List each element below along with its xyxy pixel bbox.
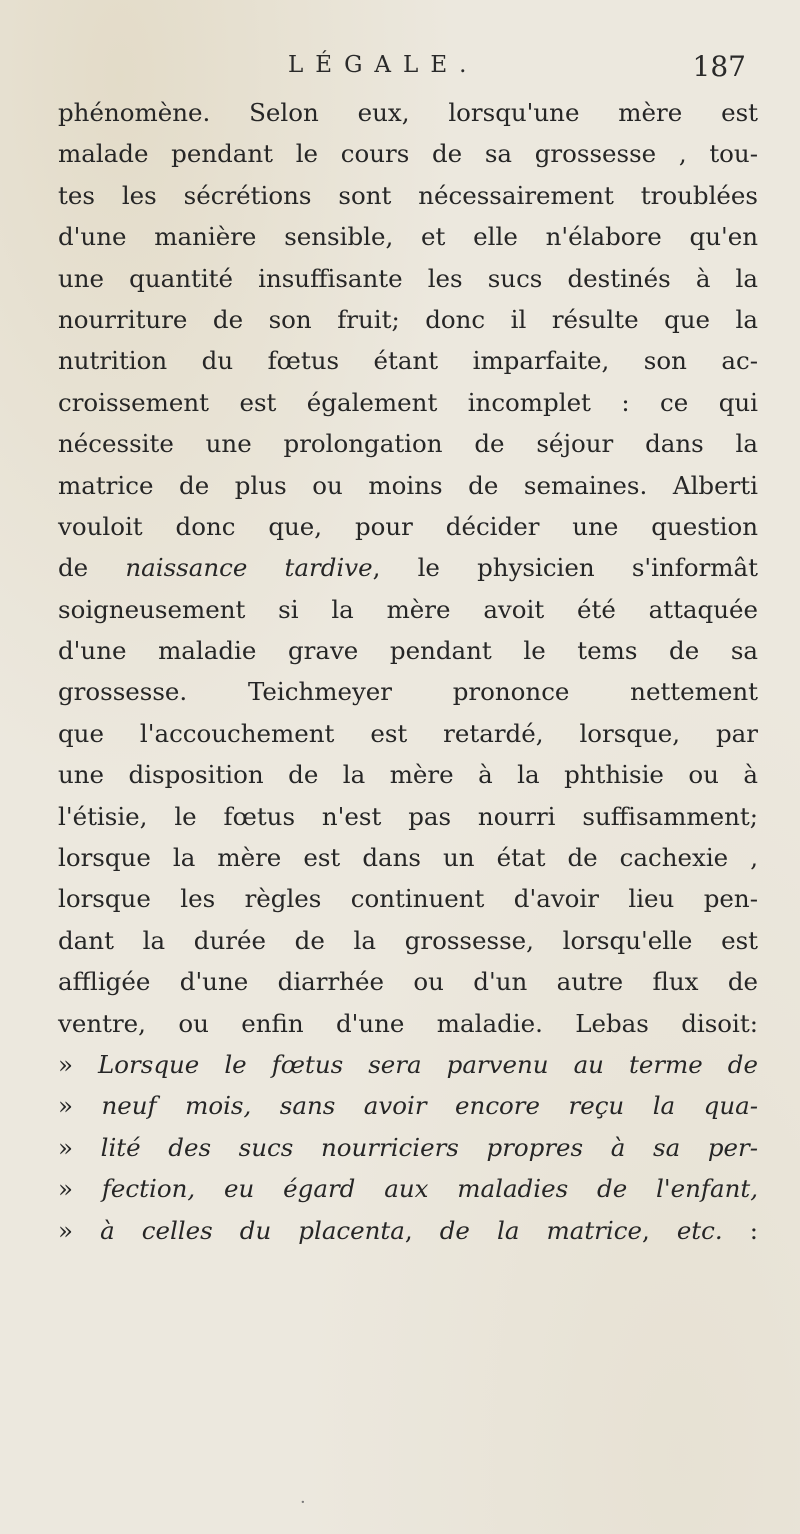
text-line xyxy=(58,1044,758,1085)
page-number: 187 xyxy=(692,50,746,83)
text-line xyxy=(58,671,758,712)
text-segment: d'une maladie grave pendant le tems de sa xyxy=(58,636,758,666)
text-line xyxy=(58,382,758,423)
text-segment: nutrition du fœtus étant imparfaite, son ac- xyxy=(58,346,758,376)
text-line xyxy=(58,1003,758,1044)
italic-text: de la matrice xyxy=(439,1215,642,1245)
text-segment: vouloit donc que, pour décider une question xyxy=(58,511,758,541)
text-segment: , le physicien s'informât xyxy=(372,553,758,583)
text-line xyxy=(58,1168,758,1209)
text-line xyxy=(58,216,758,257)
text-line xyxy=(58,630,758,671)
text-segment: une quantité insuffisante les sucs destinés à la xyxy=(58,263,758,293)
text-line xyxy=(58,713,758,754)
text-segment: malade pendant le cours de sa grossesse , tou- xyxy=(58,139,758,169)
text-line xyxy=(58,340,758,381)
text-line xyxy=(58,92,758,133)
text-segment: » xyxy=(58,1091,102,1121)
text-line xyxy=(58,961,758,1002)
text-segment: : xyxy=(722,1215,758,1245)
text-segment: phénomène. Selon eux, lorsqu'une mère est xyxy=(58,98,758,127)
text-line xyxy=(58,133,758,174)
text-segment: » xyxy=(58,1132,101,1162)
text-line xyxy=(58,589,758,630)
text-segment: nécessite une prolongation de séjour dans la xyxy=(58,429,758,459)
text-line xyxy=(58,1210,758,1251)
text-line xyxy=(58,878,758,919)
page-header xyxy=(0,50,800,90)
italic-text: à celles du placenta xyxy=(100,1215,405,1245)
text-line xyxy=(58,837,758,878)
text-line xyxy=(58,465,758,506)
italic-text: fection, eu égard aux maladies de l'enfant, xyxy=(101,1174,758,1204)
italic-text: Lorsque le fœtus sera parvenu au terme de xyxy=(98,1049,758,1079)
text-segment: matrice de plus ou moins de semaines. Alberti xyxy=(58,470,758,500)
italic-text: etc. xyxy=(676,1215,723,1245)
text-segment: de xyxy=(58,553,126,583)
text-line xyxy=(58,920,758,961)
text-segment: une disposition de la mère à la phthisie ou à xyxy=(58,760,758,790)
italic-text: naissance tardive xyxy=(125,553,373,583)
stray-mark: · xyxy=(300,1492,306,1513)
text-line xyxy=(58,796,758,837)
text-line xyxy=(58,547,758,588)
text-segment: , xyxy=(641,1215,677,1245)
text-segment: dant la durée de la grossesse, lorsqu'elle est xyxy=(58,925,758,955)
italic-text: lité des sucs nourriciers propres à sa per- xyxy=(100,1132,758,1162)
text-segment: » xyxy=(58,1174,102,1204)
italic-text: neuf mois, sans avoir encore reçu la qua- xyxy=(101,1091,758,1121)
text-segment: , xyxy=(404,1215,440,1245)
text-segment: nourriture de son fruit; donc il résulte que la xyxy=(58,304,758,334)
running-title: LÉGALE. xyxy=(288,52,479,78)
text-line xyxy=(58,1085,758,1126)
text-line xyxy=(58,754,758,795)
text-segment: » xyxy=(58,1215,101,1245)
text-segment: » xyxy=(58,1049,99,1079)
text-segment: tes les sécrétions sont nécessairement troublées xyxy=(58,180,758,210)
text-segment: soigneusement si la mère avoit été attaquée xyxy=(58,594,758,624)
text-segment: affligée d'une diarrhée ou d'un autre flux de xyxy=(58,967,758,997)
text-segment: que l'accouchement est retardé, lorsque, par xyxy=(58,718,758,748)
text-segment: croissement est également incomplet : ce qui xyxy=(58,387,758,417)
text-line xyxy=(58,258,758,299)
text-line xyxy=(58,299,758,340)
text-segment: lorsque la mère est dans un état de cachexie , xyxy=(58,843,758,873)
text-line xyxy=(58,423,758,464)
text-line xyxy=(58,175,758,216)
text-line xyxy=(58,506,758,547)
body-text xyxy=(58,92,758,1251)
text-line xyxy=(58,1127,758,1168)
text-segment: grossesse. Teichmeyer prononce nettement xyxy=(58,677,758,707)
text-segment: ventre, ou enfin d'une maladie. Lebas disoit: xyxy=(58,1008,758,1038)
text-segment: lorsque les règles continuent d'avoir lieu pen- xyxy=(58,884,758,914)
text-segment: l'étisie, le fœtus n'est pas nourri suffisamment; xyxy=(58,801,758,831)
text-segment: d'une manière sensible, et elle n'élabore qu'en xyxy=(58,222,758,252)
